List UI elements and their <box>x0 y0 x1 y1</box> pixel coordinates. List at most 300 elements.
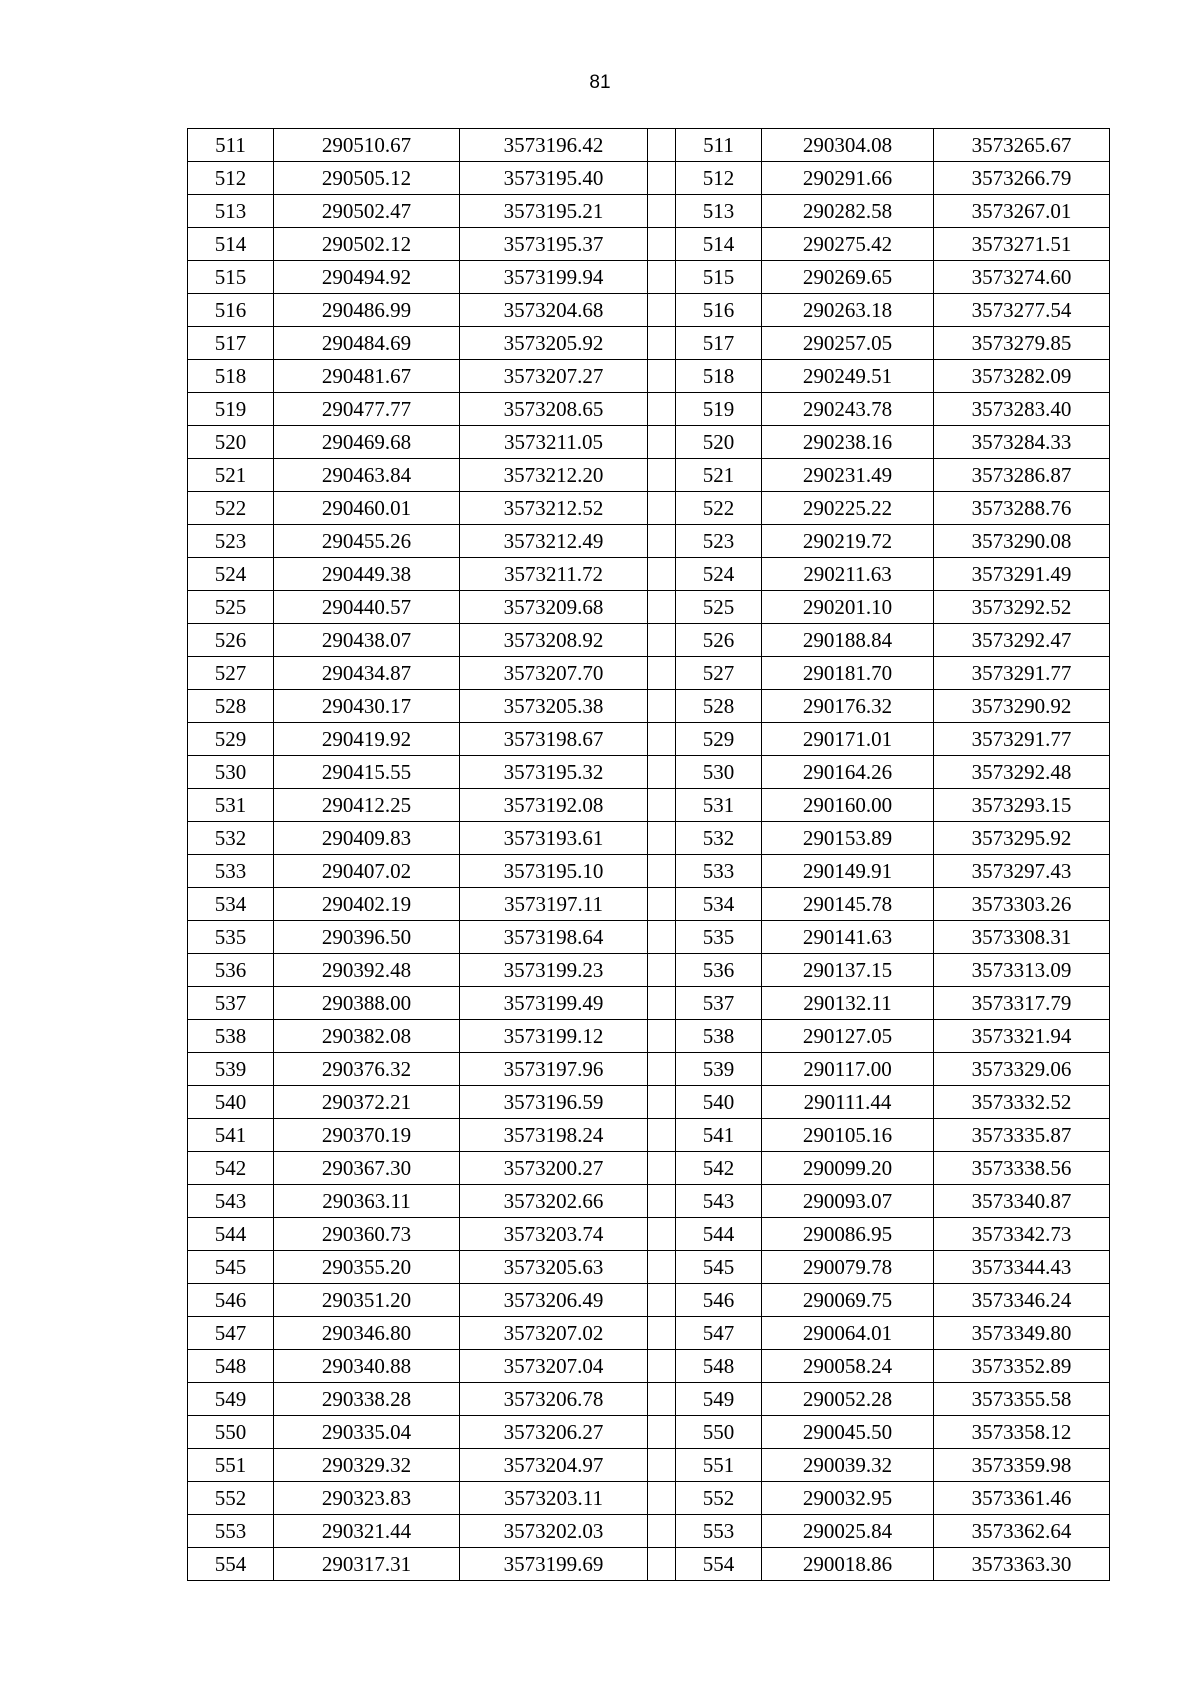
left-point-number-cell: 545 <box>188 1251 274 1284</box>
left-x-coordinate-cell: 290463.84 <box>274 459 460 492</box>
right-point-number-cell: 550 <box>676 1416 762 1449</box>
left-point-number-cell: 527 <box>188 657 274 690</box>
right-point-number-cell: 553 <box>676 1515 762 1548</box>
separator-cell <box>648 1449 676 1482</box>
right-x-coordinate-cell: 290304.08 <box>762 129 934 162</box>
left-y-coordinate-cell: 3573211.72 <box>460 558 648 591</box>
right-x-coordinate-cell: 290160.00 <box>762 789 934 822</box>
right-y-coordinate-cell: 3573352.89 <box>934 1350 1110 1383</box>
right-y-coordinate-cell: 3573335.87 <box>934 1119 1110 1152</box>
left-y-coordinate-cell: 3573212.52 <box>460 492 648 525</box>
right-y-coordinate-cell: 3573292.52 <box>934 591 1110 624</box>
separator-cell <box>648 426 676 459</box>
left-x-coordinate-cell: 290449.38 <box>274 558 460 591</box>
left-y-coordinate-cell: 3573202.03 <box>460 1515 648 1548</box>
right-point-number-cell: 519 <box>676 393 762 426</box>
left-x-coordinate-cell: 290323.83 <box>274 1482 460 1515</box>
left-x-coordinate-cell: 290382.08 <box>274 1020 460 1053</box>
left-point-number-cell: 547 <box>188 1317 274 1350</box>
separator-cell <box>648 1416 676 1449</box>
right-x-coordinate-cell: 290132.11 <box>762 987 934 1020</box>
left-point-number-cell: 519 <box>188 393 274 426</box>
right-point-number-cell: 548 <box>676 1350 762 1383</box>
right-point-number-cell: 525 <box>676 591 762 624</box>
left-x-coordinate-cell: 290372.21 <box>274 1086 460 1119</box>
table-row <box>188 1548 1110 1581</box>
right-y-coordinate-cell: 3573297.43 <box>934 855 1110 888</box>
right-point-number-cell: 518 <box>676 360 762 393</box>
table-row <box>188 756 1110 789</box>
right-point-number-cell: 512 <box>676 162 762 195</box>
left-y-coordinate-cell: 3573207.04 <box>460 1350 648 1383</box>
separator-cell <box>648 1119 676 1152</box>
left-point-number-cell: 533 <box>188 855 274 888</box>
right-y-coordinate-cell: 3573291.49 <box>934 558 1110 591</box>
right-point-number-cell: 542 <box>676 1152 762 1185</box>
table-row <box>188 228 1110 261</box>
table-row <box>188 525 1110 558</box>
right-y-coordinate-cell: 3573321.94 <box>934 1020 1110 1053</box>
table-row <box>188 558 1110 591</box>
left-x-coordinate-cell: 290388.00 <box>274 987 460 1020</box>
right-x-coordinate-cell: 290188.84 <box>762 624 934 657</box>
separator-cell <box>648 657 676 690</box>
right-point-number-cell: 552 <box>676 1482 762 1515</box>
left-point-number-cell: 540 <box>188 1086 274 1119</box>
left-x-coordinate-cell: 290351.20 <box>274 1284 460 1317</box>
left-point-number-cell: 537 <box>188 987 274 1020</box>
right-point-number-cell: 543 <box>676 1185 762 1218</box>
right-x-coordinate-cell: 290069.75 <box>762 1284 934 1317</box>
right-y-coordinate-cell: 3573317.79 <box>934 987 1110 1020</box>
right-x-coordinate-cell: 290137.15 <box>762 954 934 987</box>
right-y-coordinate-cell: 3573290.92 <box>934 690 1110 723</box>
left-y-coordinate-cell: 3573198.24 <box>460 1119 648 1152</box>
separator-cell <box>648 789 676 822</box>
left-y-coordinate-cell: 3573202.66 <box>460 1185 648 1218</box>
left-y-coordinate-cell: 3573196.42 <box>460 129 648 162</box>
separator-cell <box>648 723 676 756</box>
separator-cell <box>648 1251 676 1284</box>
table-row <box>188 1482 1110 1515</box>
right-x-coordinate-cell: 290269.65 <box>762 261 934 294</box>
right-y-coordinate-cell: 3573282.09 <box>934 360 1110 393</box>
left-point-number-cell: 544 <box>188 1218 274 1251</box>
separator-cell <box>648 261 676 294</box>
left-point-number-cell: 534 <box>188 888 274 921</box>
table-row <box>188 1218 1110 1251</box>
right-x-coordinate-cell: 290171.01 <box>762 723 934 756</box>
left-x-coordinate-cell: 290317.31 <box>274 1548 460 1581</box>
left-y-coordinate-cell: 3573208.65 <box>460 393 648 426</box>
right-y-coordinate-cell: 3573362.64 <box>934 1515 1110 1548</box>
left-y-coordinate-cell: 3573209.68 <box>460 591 648 624</box>
left-point-number-cell: 525 <box>188 591 274 624</box>
table-row <box>188 888 1110 921</box>
left-y-coordinate-cell: 3573199.12 <box>460 1020 648 1053</box>
left-y-coordinate-cell: 3573199.69 <box>460 1548 648 1581</box>
left-point-number-cell: 521 <box>188 459 274 492</box>
separator-cell <box>648 1548 676 1581</box>
right-point-number-cell: 540 <box>676 1086 762 1119</box>
left-y-coordinate-cell: 3573207.70 <box>460 657 648 690</box>
left-y-coordinate-cell: 3573195.40 <box>460 162 648 195</box>
right-point-number-cell: 554 <box>676 1548 762 1581</box>
right-x-coordinate-cell: 290282.58 <box>762 195 934 228</box>
left-x-coordinate-cell: 290505.12 <box>274 162 460 195</box>
separator-cell <box>648 525 676 558</box>
left-point-number-cell: 549 <box>188 1383 274 1416</box>
right-point-number-cell: 528 <box>676 690 762 723</box>
right-x-coordinate-cell: 290058.24 <box>762 1350 934 1383</box>
table-row <box>188 162 1110 195</box>
left-point-number-cell: 543 <box>188 1185 274 1218</box>
right-x-coordinate-cell: 290153.89 <box>762 822 934 855</box>
left-x-coordinate-cell: 290396.50 <box>274 921 460 954</box>
left-x-coordinate-cell: 290484.69 <box>274 327 460 360</box>
table-row <box>188 426 1110 459</box>
left-y-coordinate-cell: 3573199.23 <box>460 954 648 987</box>
right-x-coordinate-cell: 290243.78 <box>762 393 934 426</box>
left-point-number-cell: 542 <box>188 1152 274 1185</box>
table-row <box>188 855 1110 888</box>
left-y-coordinate-cell: 3573205.63 <box>460 1251 648 1284</box>
right-point-number-cell: 539 <box>676 1053 762 1086</box>
left-y-coordinate-cell: 3573212.20 <box>460 459 648 492</box>
left-x-coordinate-cell: 290430.17 <box>274 690 460 723</box>
right-point-number-cell: 546 <box>676 1284 762 1317</box>
right-x-coordinate-cell: 290064.01 <box>762 1317 934 1350</box>
separator-cell <box>648 624 676 657</box>
separator-cell <box>648 756 676 789</box>
table-row <box>188 1350 1110 1383</box>
right-y-coordinate-cell: 3573265.67 <box>934 129 1110 162</box>
left-point-number-cell: 512 <box>188 162 274 195</box>
right-point-number-cell: 521 <box>676 459 762 492</box>
left-point-number-cell: 526 <box>188 624 274 657</box>
left-y-coordinate-cell: 3573206.78 <box>460 1383 648 1416</box>
table-row <box>188 1053 1110 1086</box>
table-row <box>188 1515 1110 1548</box>
left-x-coordinate-cell: 290460.01 <box>274 492 460 525</box>
left-x-coordinate-cell: 290340.88 <box>274 1350 460 1383</box>
right-point-number-cell: 526 <box>676 624 762 657</box>
separator-cell <box>648 327 676 360</box>
right-point-number-cell: 536 <box>676 954 762 987</box>
right-y-coordinate-cell: 3573291.77 <box>934 657 1110 690</box>
right-y-coordinate-cell: 3573361.46 <box>934 1482 1110 1515</box>
left-y-coordinate-cell: 3573211.05 <box>460 426 648 459</box>
left-x-coordinate-cell: 290402.19 <box>274 888 460 921</box>
table-row <box>188 492 1110 525</box>
left-y-coordinate-cell: 3573200.27 <box>460 1152 648 1185</box>
right-point-number-cell: 515 <box>676 261 762 294</box>
table-row <box>188 1152 1110 1185</box>
left-x-coordinate-cell: 290419.92 <box>274 723 460 756</box>
left-point-number-cell: 514 <box>188 228 274 261</box>
left-y-coordinate-cell: 3573204.97 <box>460 1449 648 1482</box>
left-point-number-cell: 550 <box>188 1416 274 1449</box>
table-row <box>188 822 1110 855</box>
right-point-number-cell: 534 <box>676 888 762 921</box>
right-y-coordinate-cell: 3573284.33 <box>934 426 1110 459</box>
left-point-number-cell: 522 <box>188 492 274 525</box>
table-row <box>188 1251 1110 1284</box>
left-x-coordinate-cell: 290363.11 <box>274 1185 460 1218</box>
right-x-coordinate-cell: 290263.18 <box>762 294 934 327</box>
left-y-coordinate-cell: 3573195.37 <box>460 228 648 261</box>
right-y-coordinate-cell: 3573329.06 <box>934 1053 1110 1086</box>
right-x-coordinate-cell: 290145.78 <box>762 888 934 921</box>
page-number: 81 <box>589 72 611 93</box>
right-point-number-cell: 523 <box>676 525 762 558</box>
right-point-number-cell: 514 <box>676 228 762 261</box>
left-y-coordinate-cell: 3573198.64 <box>460 921 648 954</box>
left-y-coordinate-cell: 3573196.59 <box>460 1086 648 1119</box>
separator-cell <box>648 162 676 195</box>
right-x-coordinate-cell: 290291.66 <box>762 162 934 195</box>
right-y-coordinate-cell: 3573358.12 <box>934 1416 1110 1449</box>
left-x-coordinate-cell: 290510.67 <box>274 129 460 162</box>
left-point-number-cell: 520 <box>188 426 274 459</box>
left-y-coordinate-cell: 3573193.61 <box>460 822 648 855</box>
left-point-number-cell: 518 <box>188 360 274 393</box>
left-point-number-cell: 530 <box>188 756 274 789</box>
right-point-number-cell: 524 <box>676 558 762 591</box>
left-point-number-cell: 532 <box>188 822 274 855</box>
left-x-coordinate-cell: 290376.32 <box>274 1053 460 1086</box>
right-point-number-cell: 513 <box>676 195 762 228</box>
table-row <box>188 624 1110 657</box>
right-point-number-cell: 520 <box>676 426 762 459</box>
left-y-coordinate-cell: 3573204.68 <box>460 294 648 327</box>
right-x-coordinate-cell: 290099.20 <box>762 1152 934 1185</box>
separator-cell <box>648 1152 676 1185</box>
table-row <box>188 657 1110 690</box>
left-y-coordinate-cell: 3573199.94 <box>460 261 648 294</box>
left-y-coordinate-cell: 3573199.49 <box>460 987 648 1020</box>
table-row <box>188 690 1110 723</box>
separator-cell <box>648 987 676 1020</box>
right-x-coordinate-cell: 290025.84 <box>762 1515 934 1548</box>
right-y-coordinate-cell: 3573332.52 <box>934 1086 1110 1119</box>
right-x-coordinate-cell: 290093.07 <box>762 1185 934 1218</box>
left-point-number-cell: 517 <box>188 327 274 360</box>
right-y-coordinate-cell: 3573274.60 <box>934 261 1110 294</box>
right-y-coordinate-cell: 3573346.24 <box>934 1284 1110 1317</box>
separator-cell <box>648 1383 676 1416</box>
separator-cell <box>648 558 676 591</box>
left-point-number-cell: 538 <box>188 1020 274 1053</box>
left-point-number-cell: 553 <box>188 1515 274 1548</box>
left-y-coordinate-cell: 3573198.67 <box>460 723 648 756</box>
left-x-coordinate-cell: 290438.07 <box>274 624 460 657</box>
left-x-coordinate-cell: 290360.73 <box>274 1218 460 1251</box>
table-row <box>188 1119 1110 1152</box>
separator-cell <box>648 855 676 888</box>
left-y-coordinate-cell: 3573207.27 <box>460 360 648 393</box>
right-y-coordinate-cell: 3573271.51 <box>934 228 1110 261</box>
separator-cell <box>648 954 676 987</box>
left-point-number-cell: 511 <box>188 129 274 162</box>
right-x-coordinate-cell: 290039.32 <box>762 1449 934 1482</box>
left-y-coordinate-cell: 3573197.96 <box>460 1053 648 1086</box>
left-x-coordinate-cell: 290346.80 <box>274 1317 460 1350</box>
left-point-number-cell: 539 <box>188 1053 274 1086</box>
right-y-coordinate-cell: 3573291.77 <box>934 723 1110 756</box>
coordinates-table <box>187 128 1110 1581</box>
left-point-number-cell: 531 <box>188 789 274 822</box>
right-x-coordinate-cell: 290111.44 <box>762 1086 934 1119</box>
left-x-coordinate-cell: 290434.87 <box>274 657 460 690</box>
left-y-coordinate-cell: 3573203.74 <box>460 1218 648 1251</box>
separator-cell <box>648 1284 676 1317</box>
right-point-number-cell: 544 <box>676 1218 762 1251</box>
right-y-coordinate-cell: 3573359.98 <box>934 1449 1110 1482</box>
separator-cell <box>648 1482 676 1515</box>
left-x-coordinate-cell: 290502.12 <box>274 228 460 261</box>
left-y-coordinate-cell: 3573207.02 <box>460 1317 648 1350</box>
left-y-coordinate-cell: 3573203.11 <box>460 1482 648 1515</box>
right-y-coordinate-cell: 3573363.30 <box>934 1548 1110 1581</box>
left-x-coordinate-cell: 290407.02 <box>274 855 460 888</box>
right-x-coordinate-cell: 290079.78 <box>762 1251 934 1284</box>
left-y-coordinate-cell: 3573206.49 <box>460 1284 648 1317</box>
separator-cell <box>648 822 676 855</box>
table-row <box>188 1020 1110 1053</box>
left-point-number-cell: 551 <box>188 1449 274 1482</box>
left-point-number-cell: 524 <box>188 558 274 591</box>
right-point-number-cell: 538 <box>676 1020 762 1053</box>
right-x-coordinate-cell: 290238.16 <box>762 426 934 459</box>
right-point-number-cell: 545 <box>676 1251 762 1284</box>
left-x-coordinate-cell: 290477.77 <box>274 393 460 426</box>
right-x-coordinate-cell: 290127.05 <box>762 1020 934 1053</box>
right-y-coordinate-cell: 3573277.54 <box>934 294 1110 327</box>
left-y-coordinate-cell: 3573197.11 <box>460 888 648 921</box>
separator-cell <box>648 129 676 162</box>
separator-cell <box>648 360 676 393</box>
left-point-number-cell: 554 <box>188 1548 274 1581</box>
left-x-coordinate-cell: 290455.26 <box>274 525 460 558</box>
right-y-coordinate-cell: 3573295.92 <box>934 822 1110 855</box>
left-point-number-cell: 535 <box>188 921 274 954</box>
table-row <box>188 195 1110 228</box>
right-x-coordinate-cell: 290105.16 <box>762 1119 934 1152</box>
separator-cell <box>648 591 676 624</box>
left-point-number-cell: 541 <box>188 1119 274 1152</box>
left-point-number-cell: 515 <box>188 261 274 294</box>
table-row <box>188 1383 1110 1416</box>
table-row <box>188 1416 1110 1449</box>
right-y-coordinate-cell: 3573355.58 <box>934 1383 1110 1416</box>
right-point-number-cell: 531 <box>676 789 762 822</box>
right-y-coordinate-cell: 3573292.48 <box>934 756 1110 789</box>
right-x-coordinate-cell: 290225.22 <box>762 492 934 525</box>
separator-cell <box>648 1350 676 1383</box>
right-y-coordinate-cell: 3573338.56 <box>934 1152 1110 1185</box>
right-x-coordinate-cell: 290176.32 <box>762 690 934 723</box>
table-row <box>188 393 1110 426</box>
separator-cell <box>648 1185 676 1218</box>
left-y-coordinate-cell: 3573195.21 <box>460 195 648 228</box>
left-y-coordinate-cell: 3573205.92 <box>460 327 648 360</box>
left-x-coordinate-cell: 290355.20 <box>274 1251 460 1284</box>
right-y-coordinate-cell: 3573266.79 <box>934 162 1110 195</box>
left-x-coordinate-cell: 290440.57 <box>274 591 460 624</box>
table-row <box>188 261 1110 294</box>
right-x-coordinate-cell: 290164.26 <box>762 756 934 789</box>
right-y-coordinate-cell: 3573286.87 <box>934 459 1110 492</box>
right-y-coordinate-cell: 3573267.01 <box>934 195 1110 228</box>
left-x-coordinate-cell: 290469.68 <box>274 426 460 459</box>
right-y-coordinate-cell: 3573279.85 <box>934 327 1110 360</box>
right-y-coordinate-cell: 3573293.15 <box>934 789 1110 822</box>
separator-cell <box>648 1053 676 1086</box>
right-point-number-cell: 527 <box>676 657 762 690</box>
right-x-coordinate-cell: 290018.86 <box>762 1548 934 1581</box>
table-row <box>188 591 1110 624</box>
table-row <box>188 459 1110 492</box>
right-y-coordinate-cell: 3573313.09 <box>934 954 1110 987</box>
table-row <box>188 1284 1110 1317</box>
table-row <box>188 1086 1110 1119</box>
left-x-coordinate-cell: 290367.30 <box>274 1152 460 1185</box>
left-point-number-cell: 516 <box>188 294 274 327</box>
right-x-coordinate-cell: 290249.51 <box>762 360 934 393</box>
right-x-coordinate-cell: 290117.00 <box>762 1053 934 1086</box>
table-row <box>188 360 1110 393</box>
right-y-coordinate-cell: 3573342.73 <box>934 1218 1110 1251</box>
right-x-coordinate-cell: 290231.49 <box>762 459 934 492</box>
left-x-coordinate-cell: 290321.44 <box>274 1515 460 1548</box>
right-point-number-cell: 535 <box>676 921 762 954</box>
left-x-coordinate-cell: 290502.47 <box>274 195 460 228</box>
left-point-number-cell: 523 <box>188 525 274 558</box>
right-point-number-cell: 529 <box>676 723 762 756</box>
right-y-coordinate-cell: 3573290.08 <box>934 525 1110 558</box>
table-row <box>188 327 1110 360</box>
right-x-coordinate-cell: 290086.95 <box>762 1218 934 1251</box>
right-point-number-cell: 537 <box>676 987 762 1020</box>
right-y-coordinate-cell: 3573303.26 <box>934 888 1110 921</box>
separator-cell <box>648 393 676 426</box>
right-y-coordinate-cell: 3573283.40 <box>934 393 1110 426</box>
left-y-coordinate-cell: 3573192.08 <box>460 789 648 822</box>
left-y-coordinate-cell: 3573205.38 <box>460 690 648 723</box>
left-x-coordinate-cell: 290335.04 <box>274 1416 460 1449</box>
right-point-number-cell: 530 <box>676 756 762 789</box>
table-row <box>188 1449 1110 1482</box>
table-row <box>188 129 1110 162</box>
right-x-coordinate-cell: 290181.70 <box>762 657 934 690</box>
table-row <box>188 723 1110 756</box>
separator-cell <box>648 1086 676 1119</box>
right-point-number-cell: 533 <box>676 855 762 888</box>
right-point-number-cell: 549 <box>676 1383 762 1416</box>
right-point-number-cell: 522 <box>676 492 762 525</box>
right-x-coordinate-cell: 290149.91 <box>762 855 934 888</box>
left-x-coordinate-cell: 290338.28 <box>274 1383 460 1416</box>
table-row <box>188 921 1110 954</box>
right-x-coordinate-cell: 290052.28 <box>762 1383 934 1416</box>
left-y-coordinate-cell: 3573195.32 <box>460 756 648 789</box>
left-point-number-cell: 552 <box>188 1482 274 1515</box>
left-y-coordinate-cell: 3573212.49 <box>460 525 648 558</box>
right-x-coordinate-cell: 290201.10 <box>762 591 934 624</box>
separator-cell <box>648 1515 676 1548</box>
left-x-coordinate-cell: 290486.99 <box>274 294 460 327</box>
